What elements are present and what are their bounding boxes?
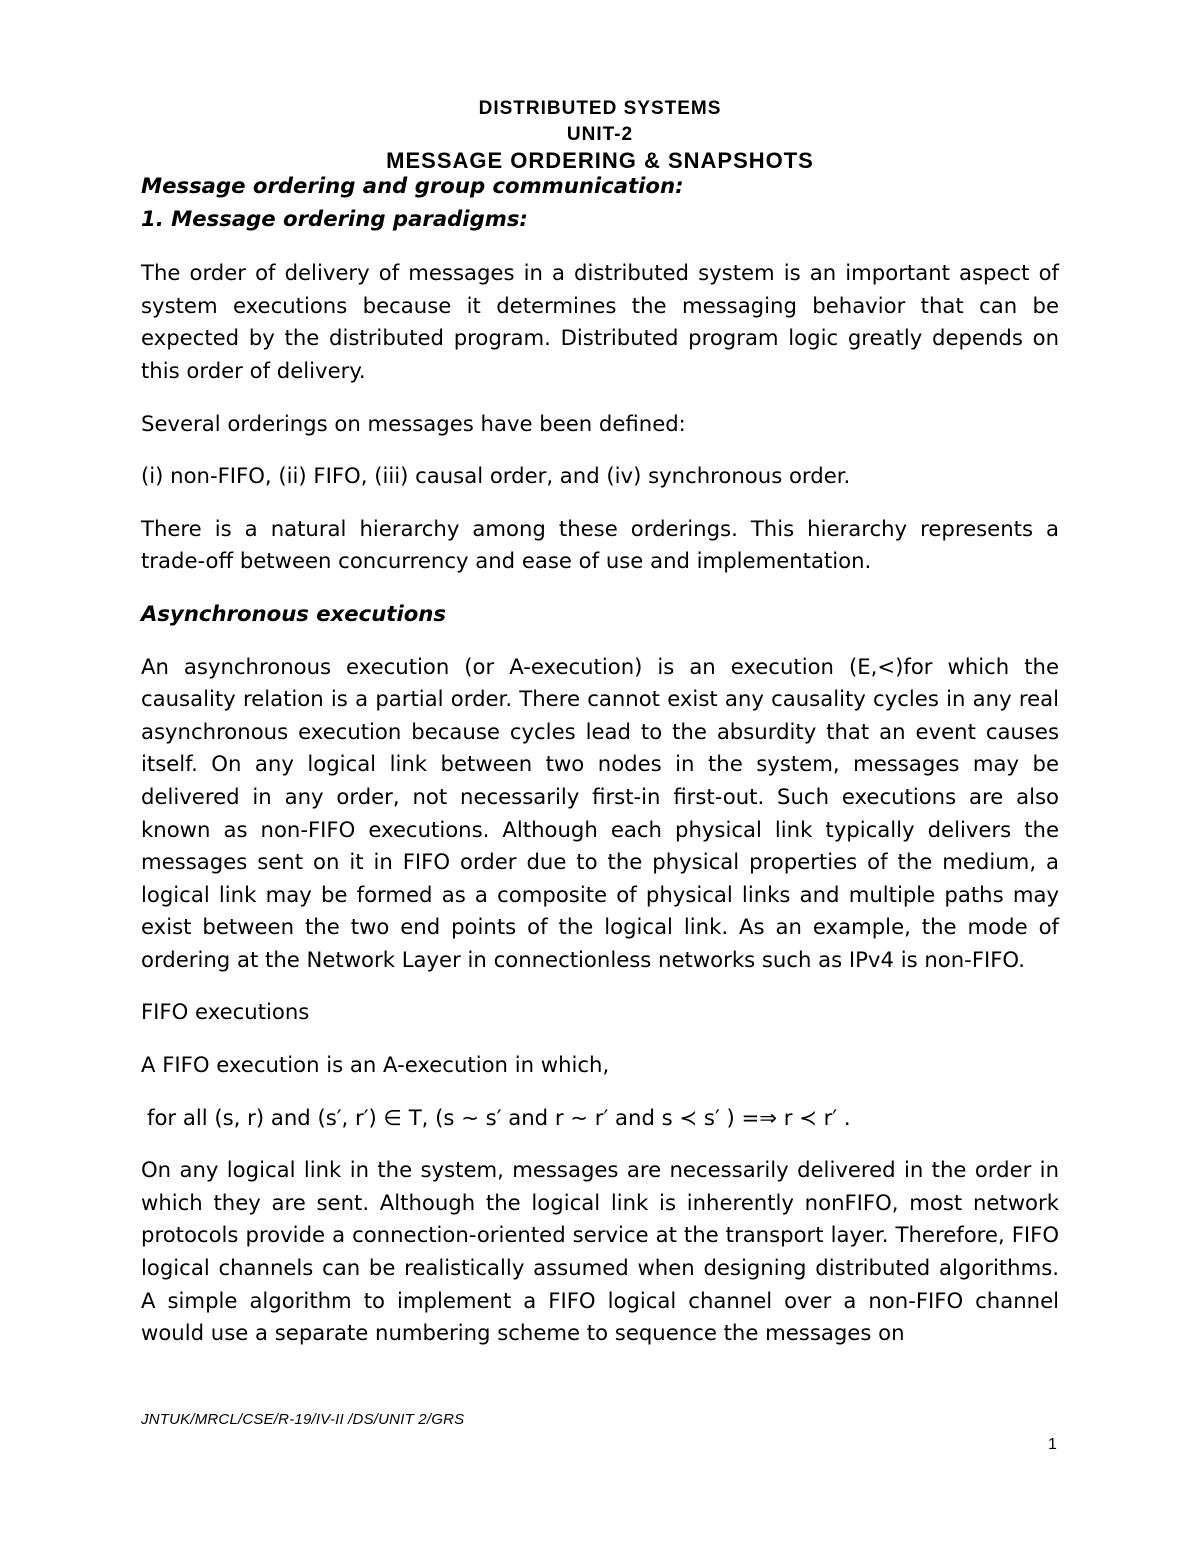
orderings-intro-paragraph: Several orderings on messages have been defined:: [141, 410, 686, 436]
course-title: DISTRIBUTED SYSTEMS: [478, 98, 722, 119]
footer-reference: JNTUK/MRCL/CSE/R-19/IV-II /DS/UNIT 2/GRS: [141, 1411, 465, 1428]
topic-title: MESSAGE ORDERING & SNAPSHOTS: [386, 148, 814, 173]
unit-title: UNIT-2: [566, 124, 634, 145]
intro-paragraph: The order of delivery of messages in a distributed system is an important aspect of system executions because it determines the messaging behavior that can be expected by the distributed program. Distributed program logic greatly depends on this order of delivery.: [141, 260, 1059, 383]
fifo-definition-paragraph: A FIFO execution is an A-execution in which,: [141, 1052, 610, 1078]
fifo-body-paragraph: On any logical link in the system, messages are necessarily delivered in the order in which they are sent. Although the logical link is inherently nonFIFO, most network protocols provide a connection-oriented service at the transport layer. Therefore, FIFO logical channels can be realistically assumed when designing distributed algorithms. A simple algorithm to implement a FIFO logical channel over a non-FIFO channel would use a separate numbering scheme to sequence the messages on: [141, 1157, 1059, 1346]
page-number: 1: [1048, 1436, 1057, 1453]
section-heading: Message ordering and group communication:: [141, 173, 684, 198]
subsection-heading: 1. Message ordering paradigms:: [141, 205, 528, 231]
document-body: [141, 170, 1059, 1350]
document-title-block: [0, 96, 1200, 174]
fifo-formula: for all (s, r) and (s′, r′) ∈ T, (s ∼ s′ and r ∼ r′ and s ≺ s′ ) =⇒ r ≺ r′ .: [147, 1104, 851, 1130]
hierarchy-paragraph: There is a natural hierarchy among these orderings. This hierarchy represents a trade-off between concurrency and ease of use and implementation.: [141, 515, 1059, 574]
async-executions-heading: Asynchronous executions: [141, 600, 446, 626]
async-executions-paragraph: An asynchronous execution (or A-execution) is an execution (E,<)for which the causality relation is a partial order. There cannot exist any causality cycles in any real asynchronous execution because cycles lead to the absurdity that an event causes itself. On any logical link between two nodes in the system, messages may be delivered in any order, not necessarily first-in first-out. Such executions are also known as non-FIFO executions. Although each physical link typically delivers the messages sent on it in FIFO order due to the physical properties of the medium, a logical link may be formed as a composite of physical links and multiple paths may exist between the two end points of the logical link. As an example, the mode of ordering at the Network Layer in connectionless networks such as IPv4 is non-FIFO.: [141, 653, 1059, 972]
orderings-list-paragraph: (i) non-FIFO, (ii) FIFO, (iii) causal order, and (iv) synchronous order.: [141, 463, 851, 489]
fifo-executions-heading: FIFO executions: [141, 999, 310, 1025]
